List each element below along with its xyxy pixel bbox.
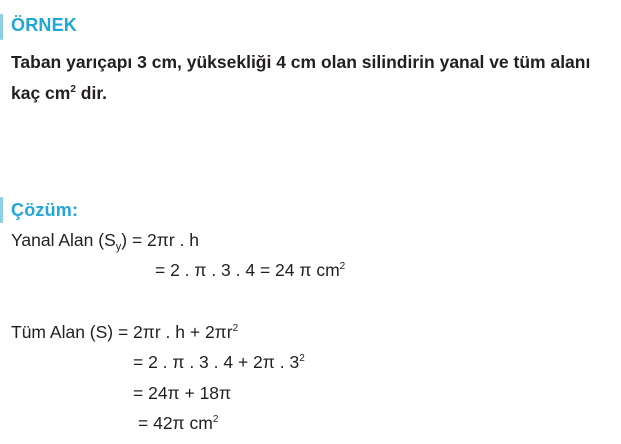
solution-heading: Çözüm: (11, 200, 79, 220)
lateral-label-prefix: Yanal Alan (S (11, 230, 116, 250)
solution-accent-bar (0, 197, 3, 223)
example-question (11, 47, 616, 109)
total-label-text: Tüm Alan (S) = 2πr . h + 2πr (11, 322, 233, 342)
lateral-step-1-text: = 2 . π . 3 . 4 = 24 π cm (155, 260, 340, 280)
lateral-label-suffix: ) = 2πr . h (121, 230, 199, 250)
question-superscript: 2 (70, 84, 76, 95)
total-step-3-text: = 42π cm (138, 413, 213, 433)
total-area-step-3 (138, 413, 218, 434)
example-accent-bar (0, 14, 3, 40)
lateral-area-step-1 (155, 260, 345, 281)
lateral-area-formula (11, 230, 199, 251)
question-text-end: dir. (75, 83, 108, 103)
lateral-label-subscript: y (115, 241, 122, 253)
example-heading: ÖRNEK (11, 15, 78, 35)
total-area-step-1 (133, 352, 305, 373)
total-area-formula (11, 322, 238, 343)
total-step-3-superscript: 2 (212, 414, 219, 425)
total-step-2-text: = 24π + 18π (133, 383, 232, 403)
total-step-1-superscript: 2 (299, 353, 305, 364)
total-step-1-text: = 2 . π . 3 . 4 + 2π . 3 (133, 352, 300, 372)
total-label-superscript: 2 (232, 323, 239, 334)
total-area-step-2 (133, 383, 231, 404)
lateral-step-1-superscript: 2 (339, 261, 346, 272)
question-text: Taban yarıçapı 3 cm, yüksekliği 4 cm olan silindirin yanal ve tüm alanı kaç cm (11, 52, 591, 103)
